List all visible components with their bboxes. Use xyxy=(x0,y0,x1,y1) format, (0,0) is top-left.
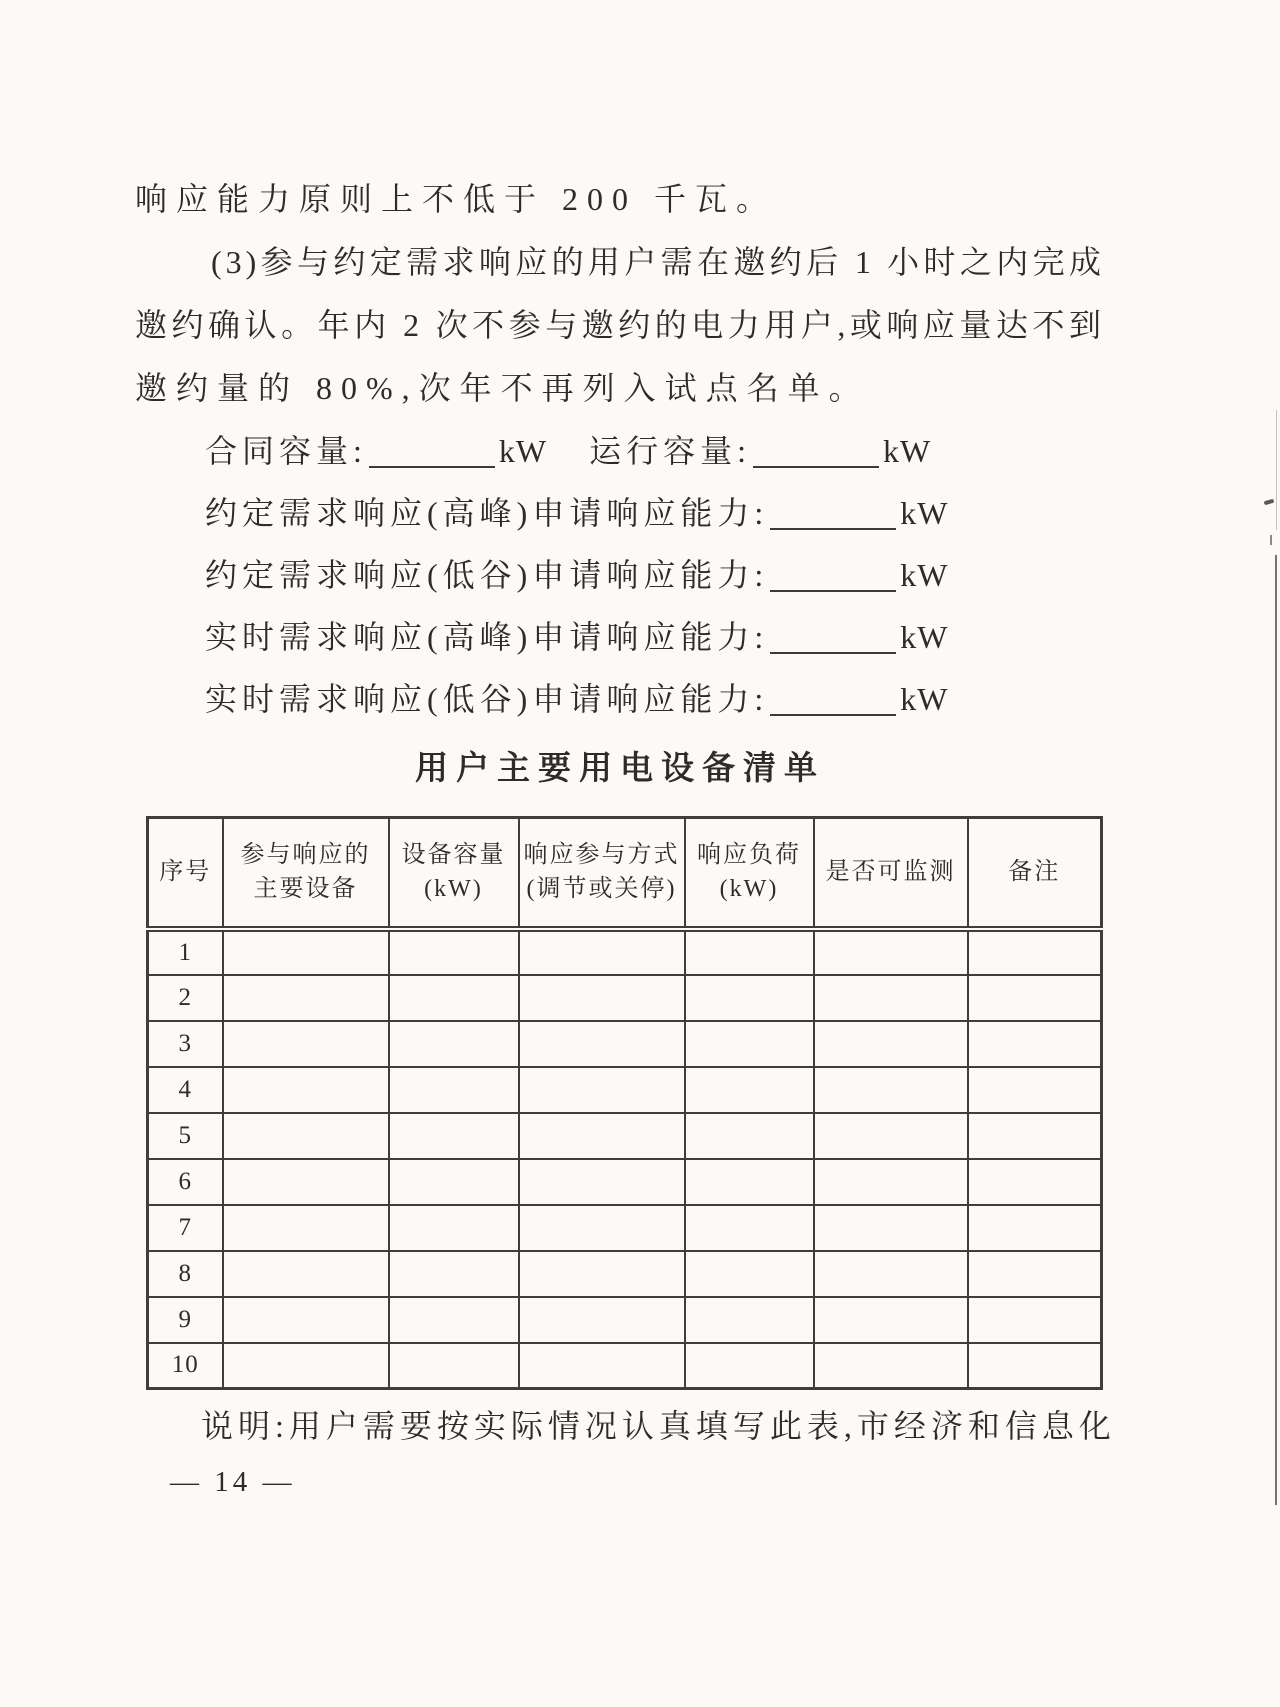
header-line: (调节或关停) xyxy=(526,876,677,903)
paragraph-line: 响应能力原则上不低于 200 千瓦。 xyxy=(135,181,778,217)
empty-cell xyxy=(814,1021,968,1067)
table-row xyxy=(148,1251,1102,1297)
col-header-capacity xyxy=(389,818,519,929)
header-line: 参与响应的 xyxy=(240,842,371,869)
contract-capacity-unit: kW xyxy=(498,433,548,469)
empty-cell xyxy=(223,1159,389,1205)
scan-artifact-faint-line xyxy=(1276,410,1277,530)
empty-cell xyxy=(519,929,685,975)
scan-artifact-edge-line xyxy=(1275,555,1277,1505)
header-line: 设备容量 xyxy=(401,842,506,869)
header-line: 序号 xyxy=(159,859,212,886)
empty-cell xyxy=(223,1297,389,1343)
empty-cell xyxy=(814,929,968,975)
empty-cell xyxy=(685,1297,814,1343)
col-header-device xyxy=(223,818,389,929)
empty-cell xyxy=(814,1205,968,1251)
operating-capacity-blank xyxy=(753,432,879,468)
empty-cell xyxy=(519,1251,685,1297)
row-number-cell: 1 xyxy=(148,929,223,975)
table-note: 说明:用户需要按实际情况认真填写此表,市经济和信息化 xyxy=(201,1408,1116,1444)
empty-cell xyxy=(968,1113,1102,1159)
realtime-valley-unit: kW xyxy=(900,681,949,717)
capacity-line-realtime-valley xyxy=(135,668,1105,730)
capacity-line-realtime-peak xyxy=(135,606,1105,668)
row-number-cell: 7 xyxy=(148,1205,223,1251)
row-number-cell: 9 xyxy=(148,1297,223,1343)
empty-cell xyxy=(685,1159,814,1205)
header-line: 响应负荷 xyxy=(697,842,801,869)
empty-cell xyxy=(389,1343,519,1389)
header-line: (kW) xyxy=(424,876,483,903)
empty-cell xyxy=(685,1021,814,1067)
page-number: — 14 — xyxy=(170,1466,296,1498)
page-content xyxy=(135,168,1116,1499)
empty-cell xyxy=(389,1021,519,1067)
empty-cell xyxy=(685,1113,814,1159)
empty-cell xyxy=(685,1067,814,1113)
row-number-cell: 6 xyxy=(148,1159,223,1205)
empty-cell xyxy=(389,1159,519,1205)
empty-cell xyxy=(223,1113,389,1159)
empty-cell xyxy=(814,1297,968,1343)
empty-cell xyxy=(968,975,1102,1021)
empty-cell xyxy=(814,1159,968,1205)
paragraph-line: 邀约量的 80%,次年不再列入试点名单。 xyxy=(135,370,870,406)
row-number-cell: 8 xyxy=(148,1251,223,1297)
empty-cell xyxy=(685,975,814,1021)
header-line: 是否可监测 xyxy=(825,859,956,886)
empty-cell xyxy=(223,929,389,975)
paragraph-line: 邀约确认。年内 2 次不参与邀约的电力用户,或响应量达不到 xyxy=(135,307,1105,343)
table-row xyxy=(148,1113,1102,1159)
row-number-cell: 10 xyxy=(148,1343,223,1389)
realtime-valley-blank xyxy=(770,680,896,716)
empty-cell xyxy=(968,1205,1102,1251)
empty-cell xyxy=(814,1113,968,1159)
table-row xyxy=(148,1343,1102,1389)
empty-cell xyxy=(223,1343,389,1389)
empty-cell xyxy=(685,1205,814,1251)
empty-cell xyxy=(814,975,968,1021)
row-number-cell: 5 xyxy=(148,1113,223,1159)
paragraph-line: (3)参与约定需求响应的用户需在邀约后 1 小时之内完成 xyxy=(211,244,1105,280)
capacity-line-contract-operating xyxy=(135,420,1105,482)
realtime-valley-label: 实时需求响应(低谷)申请响应能力: xyxy=(205,681,769,717)
table-row xyxy=(148,1297,1102,1343)
equipment-table-body xyxy=(148,929,1102,1389)
table-row xyxy=(148,1159,1102,1205)
empty-cell xyxy=(968,1343,1102,1389)
col-header-mode xyxy=(519,818,685,929)
empty-cell xyxy=(389,1113,519,1159)
empty-cell xyxy=(968,1067,1102,1113)
empty-cell xyxy=(223,1021,389,1067)
empty-cell xyxy=(519,1159,685,1205)
table-row xyxy=(148,1067,1102,1113)
realtime-peak-blank xyxy=(770,618,896,654)
empty-cell xyxy=(685,1343,814,1389)
agreed-peak-blank xyxy=(770,494,896,530)
empty-cell xyxy=(223,975,389,1021)
header-line: 响应参与方式 xyxy=(523,842,680,869)
realtime-peak-unit: kW xyxy=(900,619,949,655)
equipment-table xyxy=(146,816,1103,1390)
capacity-line-agreed-valley xyxy=(135,544,1105,606)
empty-cell xyxy=(389,1251,519,1297)
empty-cell xyxy=(389,1205,519,1251)
operating-capacity-unit: kW xyxy=(883,433,932,469)
agreed-peak-unit: kW xyxy=(900,495,949,531)
empty-cell xyxy=(389,1067,519,1113)
row-number-cell: 4 xyxy=(148,1067,223,1113)
empty-cell xyxy=(814,1251,968,1297)
equipment-table-header xyxy=(148,818,1102,929)
header-line: 备注 xyxy=(1008,859,1061,886)
agreed-peak-label: 约定需求响应(高峰)申请响应能力: xyxy=(205,495,769,531)
col-header-load xyxy=(685,818,814,929)
scan-artifact-mark xyxy=(1264,499,1275,505)
contract-capacity-blank xyxy=(369,432,495,468)
empty-cell xyxy=(519,1297,685,1343)
header-row xyxy=(148,818,1102,929)
header-line: (kW) xyxy=(719,876,779,903)
table-row xyxy=(148,1021,1102,1067)
empty-cell xyxy=(389,1297,519,1343)
empty-cell xyxy=(814,1067,968,1113)
row-number-cell: 3 xyxy=(148,1021,223,1067)
empty-cell xyxy=(814,1343,968,1389)
empty-cell xyxy=(519,1067,685,1113)
realtime-peak-label: 实时需求响应(高峰)申请响应能力: xyxy=(205,619,769,655)
table-row xyxy=(148,1205,1102,1251)
header-line: 主要设备 xyxy=(253,876,358,903)
capacity-line-agreed-peak xyxy=(135,482,1105,544)
empty-cell xyxy=(968,1021,1102,1067)
scan-artifact-mark xyxy=(1270,535,1272,545)
agreed-valley-blank xyxy=(770,556,896,592)
empty-cell xyxy=(519,975,685,1021)
col-header-remarks xyxy=(968,818,1102,929)
agreed-valley-label: 约定需求响应(低谷)申请响应能力: xyxy=(205,557,769,593)
table-row xyxy=(148,929,1102,975)
empty-cell xyxy=(685,929,814,975)
empty-cell xyxy=(223,1205,389,1251)
empty-cell xyxy=(389,975,519,1021)
empty-cell xyxy=(389,929,519,975)
empty-cell xyxy=(519,1343,685,1389)
row-number-cell: 2 xyxy=(148,975,223,1021)
empty-cell xyxy=(519,1205,685,1251)
empty-cell xyxy=(968,1297,1102,1343)
operating-capacity-label: 运行容量: xyxy=(589,433,752,469)
empty-cell xyxy=(685,1251,814,1297)
empty-cell xyxy=(968,1251,1102,1297)
empty-cell xyxy=(223,1067,389,1113)
empty-cell xyxy=(968,929,1102,975)
empty-cell xyxy=(223,1251,389,1297)
contract-capacity-label: 合同容量: xyxy=(205,433,367,469)
empty-cell xyxy=(519,1113,685,1159)
agreed-valley-unit: kW xyxy=(900,557,949,593)
equipment-table-title: 用户主要用电设备清单 xyxy=(415,751,825,787)
table-row xyxy=(148,975,1102,1021)
col-header-monitorable xyxy=(814,818,968,929)
empty-cell xyxy=(968,1159,1102,1205)
empty-cell xyxy=(519,1021,685,1067)
col-header-seq xyxy=(148,818,223,929)
